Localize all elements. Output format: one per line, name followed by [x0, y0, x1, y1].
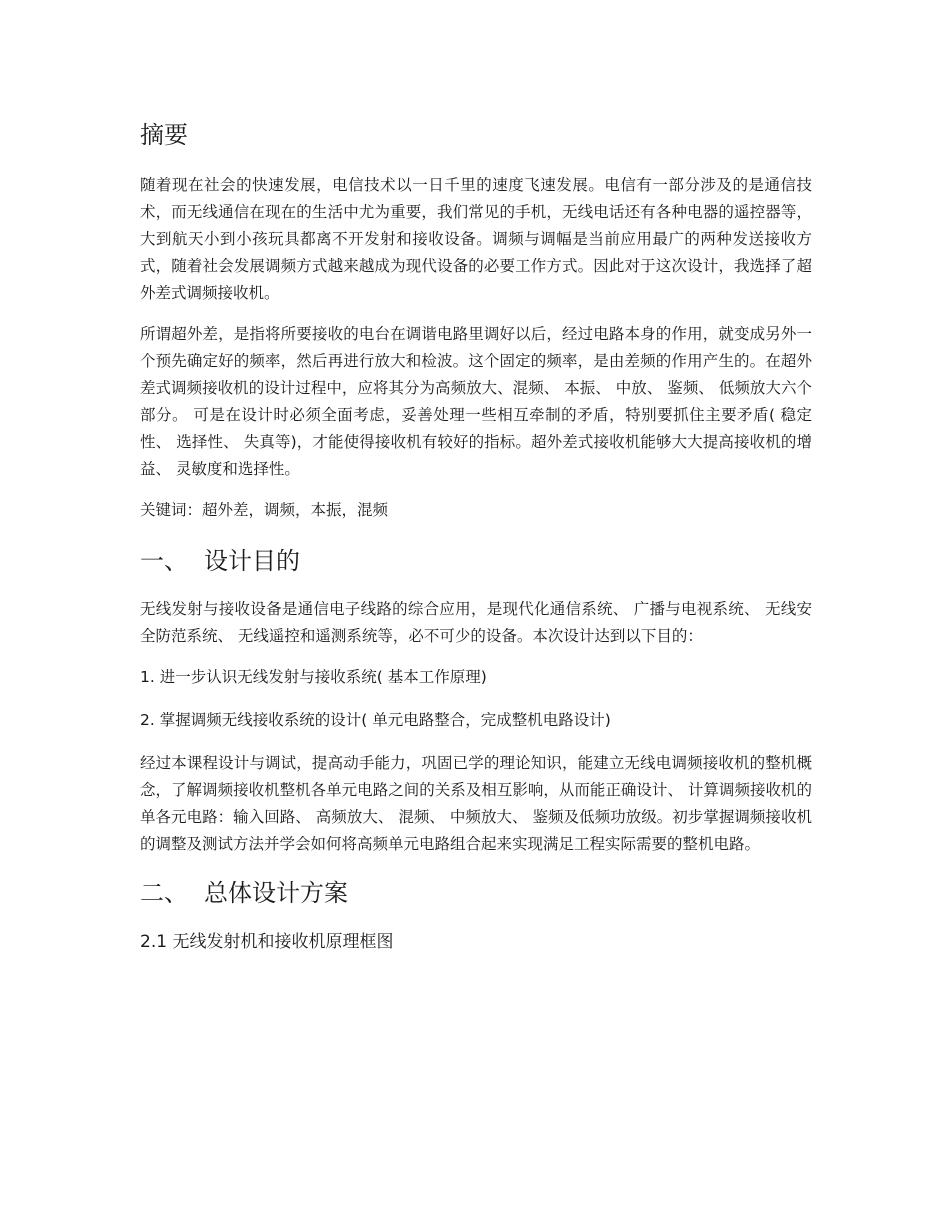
document-page	[140, 118, 812, 956]
section-2-number: 二、	[140, 879, 188, 907]
abstract-paragraph-1: 随着现在社会的快速发展，电信技术以一日千里的速度飞速发展。电信有一部分涉及的是通信技术，而无线通信在现在的生活中尤为重要，我们常见的手机，无线电话还有各种电器的遥控器等，大到航天小到小孩玩具都离不开发射和接收设备。调频与调幅是当前应用最广的两种发送接收方式，随着社会发展调频方式越来越成为现代设备的必要工作方式。因此对于这次设计，我选择了超外差式调频接收机。	[140, 176, 812, 302]
section-1-conclusion: 经过本课程设计与调试，提高动手能力，巩固已学的理论知识，能建立无线电调频接收机的整机概念，了解调频接收机整机各单元电路之间的关系及相互影响，从而能正确设计、 计算调频接收机的单各元电路：输入回路、 高频放大、 混频、 中频放大、 鉴频及低频功放级。初步掌握调频接收机的调整及测试方法并学会如何将高频单元电路组合起来实现满足工程实际需要的整机电路。	[140, 754, 812, 853]
section-1-intro: 无线发射与接收设备是通信电子线路的综合应用，是现代化通信系统、 广播与电视系统、 无线安全防范系统、 无线遥控和遥测系统等，必不可少的设备。本次设计达到以下目的：	[140, 600, 812, 645]
section-2-heading	[140, 876, 812, 910]
subsection-2-1-heading: 2.1 无线发射机和接收机原理框图	[140, 932, 394, 952]
abstract-heading: 摘要	[140, 121, 188, 149]
list-item: 2. 掌握调频无线接收系统的设计( 单元电路整合，完成整机电路设计)	[140, 711, 611, 729]
keywords-line: 关键词：超外差，调频，本振，混频	[140, 501, 389, 519]
section-1-number: 一、	[140, 547, 188, 575]
section-2-title: 总体设计方案	[204, 879, 348, 907]
section-1-title: 设计目的	[204, 547, 300, 575]
section-1-heading	[140, 544, 812, 578]
abstract-paragraph-2: 所谓超外差，是指将所要接收的电台在调谐电路里调好以后，经过电路本身的作用，就变成另外一个预先确定好的频率，然后再进行放大和检波。这个固定的频率，是由差频的作用产生的。在超外差式调频接收机的设计过程中，应将其分为高频放大、混频、 本振、 中放、 鉴频、 低频放大六个部分。 可是在设计时必须全面考虑，妥善处理一些相互牵制的矛盾，特别要抓住主要矛盾( 稳定性、 选择性、 失真等)，才能使得接收机有较好的指标。超外差式接收机能够大大提高接收机的增益、 灵敏度和选择性。	[140, 325, 812, 478]
list-item: 1. 进一步认识无线发射与接收系统( 基本工作原理)	[140, 668, 487, 686]
